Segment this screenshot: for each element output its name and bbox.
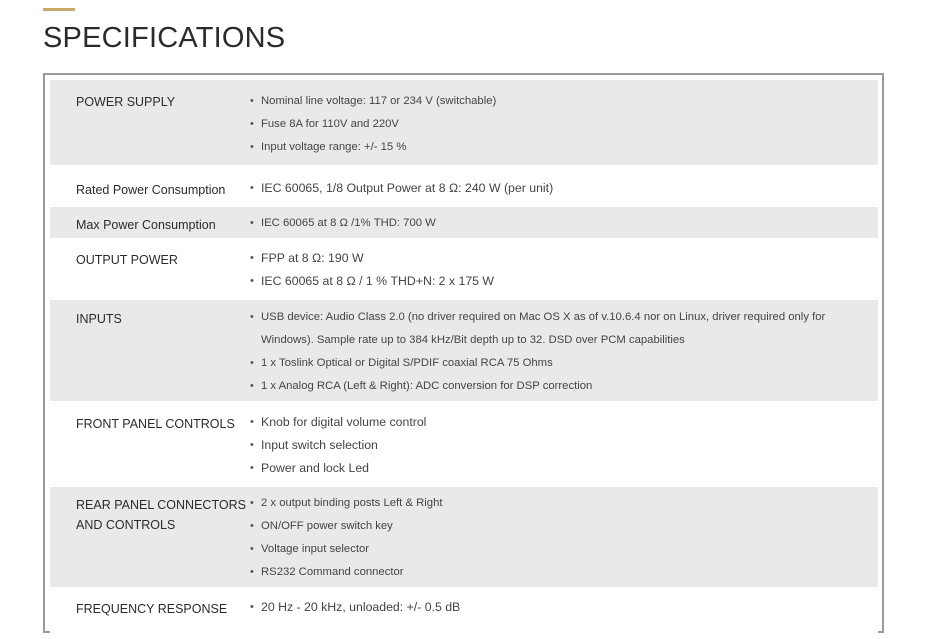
spec-value: • Input switch selection (249, 434, 868, 457)
bullet-icon: • (250, 95, 254, 107)
spec-values (249, 242, 878, 296)
spec-row-max-power-consumption (50, 207, 878, 238)
bullet-icon: • (250, 217, 254, 229)
spec-value: • FPP at 8 Ω: 190 W (249, 247, 868, 270)
spec-value: • Knob for digital volume control (249, 411, 868, 434)
spec-row-output-power (50, 242, 878, 296)
spec-values (249, 171, 878, 203)
spec-value: • 1 x Toslink Optical or Digital S/PDIF coaxial RCA 75 Ohms (249, 352, 868, 375)
bullet-icon: • (250, 462, 254, 474)
spec-value: • RS232 Command connector (249, 561, 868, 584)
bullet-icon: • (250, 182, 254, 194)
bullet-icon: • (250, 141, 254, 153)
spec-value: • 20 Hz - 20 kHz, unloaded: +/- 0.5 dB (249, 596, 868, 619)
bullet-icon: • (250, 416, 254, 428)
bullet-icon: • (250, 380, 254, 392)
spec-values (249, 487, 878, 587)
spec-row-rear-panel-connectors (50, 487, 878, 587)
bullet-icon: • (250, 543, 254, 555)
specifications-table (43, 73, 884, 633)
bullet-icon: • (250, 601, 254, 613)
bullet-icon: • (250, 439, 254, 451)
spec-label: REAR PANEL CONNECTORS AND CONTROLS (76, 498, 246, 532)
spec-row-rated-power-consumption (50, 171, 878, 203)
spec-label: INPUTS (76, 312, 122, 326)
title-accent-bar (43, 8, 75, 11)
spec-value: • USB device: Audio Class 2.0 (no driver required on Mac OS X as of v.10.6.4 nor on Linux, driver required only for Windows). Sample rate up to 384 kHz/Bit depth up to 32. DSD over PCM capabilities (249, 306, 868, 352)
spec-row-power-supply (50, 80, 878, 165)
spec-label: FRONT PANEL CONTROLS (76, 417, 235, 431)
spec-row-frequency-response (50, 591, 878, 639)
spec-value: • Input voltage range: +/- 15 % (249, 136, 868, 159)
bullet-icon: • (250, 497, 254, 509)
spec-label: Max Power Consumption (76, 218, 216, 232)
spec-values (249, 300, 878, 401)
spec-values (249, 80, 878, 165)
bullet-icon: • (250, 275, 254, 287)
spec-row-front-panel-controls (50, 405, 878, 483)
spec-value: • Nominal line voltage: 117 or 234 V (switchable) (249, 90, 868, 113)
spec-label: OUTPUT POWER (76, 253, 178, 267)
page-title: SPECIFICATIONS (43, 22, 286, 54)
spec-values (249, 207, 878, 238)
spec-value: • Fuse 8A for 110V and 220V (249, 113, 868, 136)
spec-value: • ON/OFF power switch key (249, 515, 868, 538)
spec-value: • IEC 60065, 1/8 Output Power at 8 Ω: 240 W (per unit) (249, 177, 868, 200)
spec-value: • Power and lock Led (249, 457, 868, 480)
spec-label: Rated Power Consumption (76, 183, 226, 197)
spec-value: • 1 x Analog RCA (Left & Right): ADC conversion for DSP correction (249, 375, 868, 398)
spec-values (249, 405, 878, 483)
spec-row-inputs (50, 300, 878, 401)
spec-label: FREQUENCY RESPONSE (76, 602, 228, 616)
spec-value: • IEC 60065 at 8 Ω / 1 % THD+N: 2 x 175 W (249, 270, 868, 293)
bullet-icon: • (250, 566, 254, 578)
bullet-icon: • (250, 357, 254, 369)
bullet-icon: • (250, 520, 254, 532)
spec-value: • IEC 60065 at 8 Ω /1% THD: 700 W (249, 212, 868, 235)
spec-value: • Voltage input selector (249, 538, 868, 561)
spec-label: POWER SUPPLY (76, 95, 176, 109)
spec-values (249, 591, 878, 639)
bullet-icon: • (250, 311, 254, 323)
spec-value: • 2 x output binding posts Left & Right (249, 492, 868, 515)
bullet-icon: • (250, 118, 254, 130)
bullet-icon: • (250, 252, 254, 264)
